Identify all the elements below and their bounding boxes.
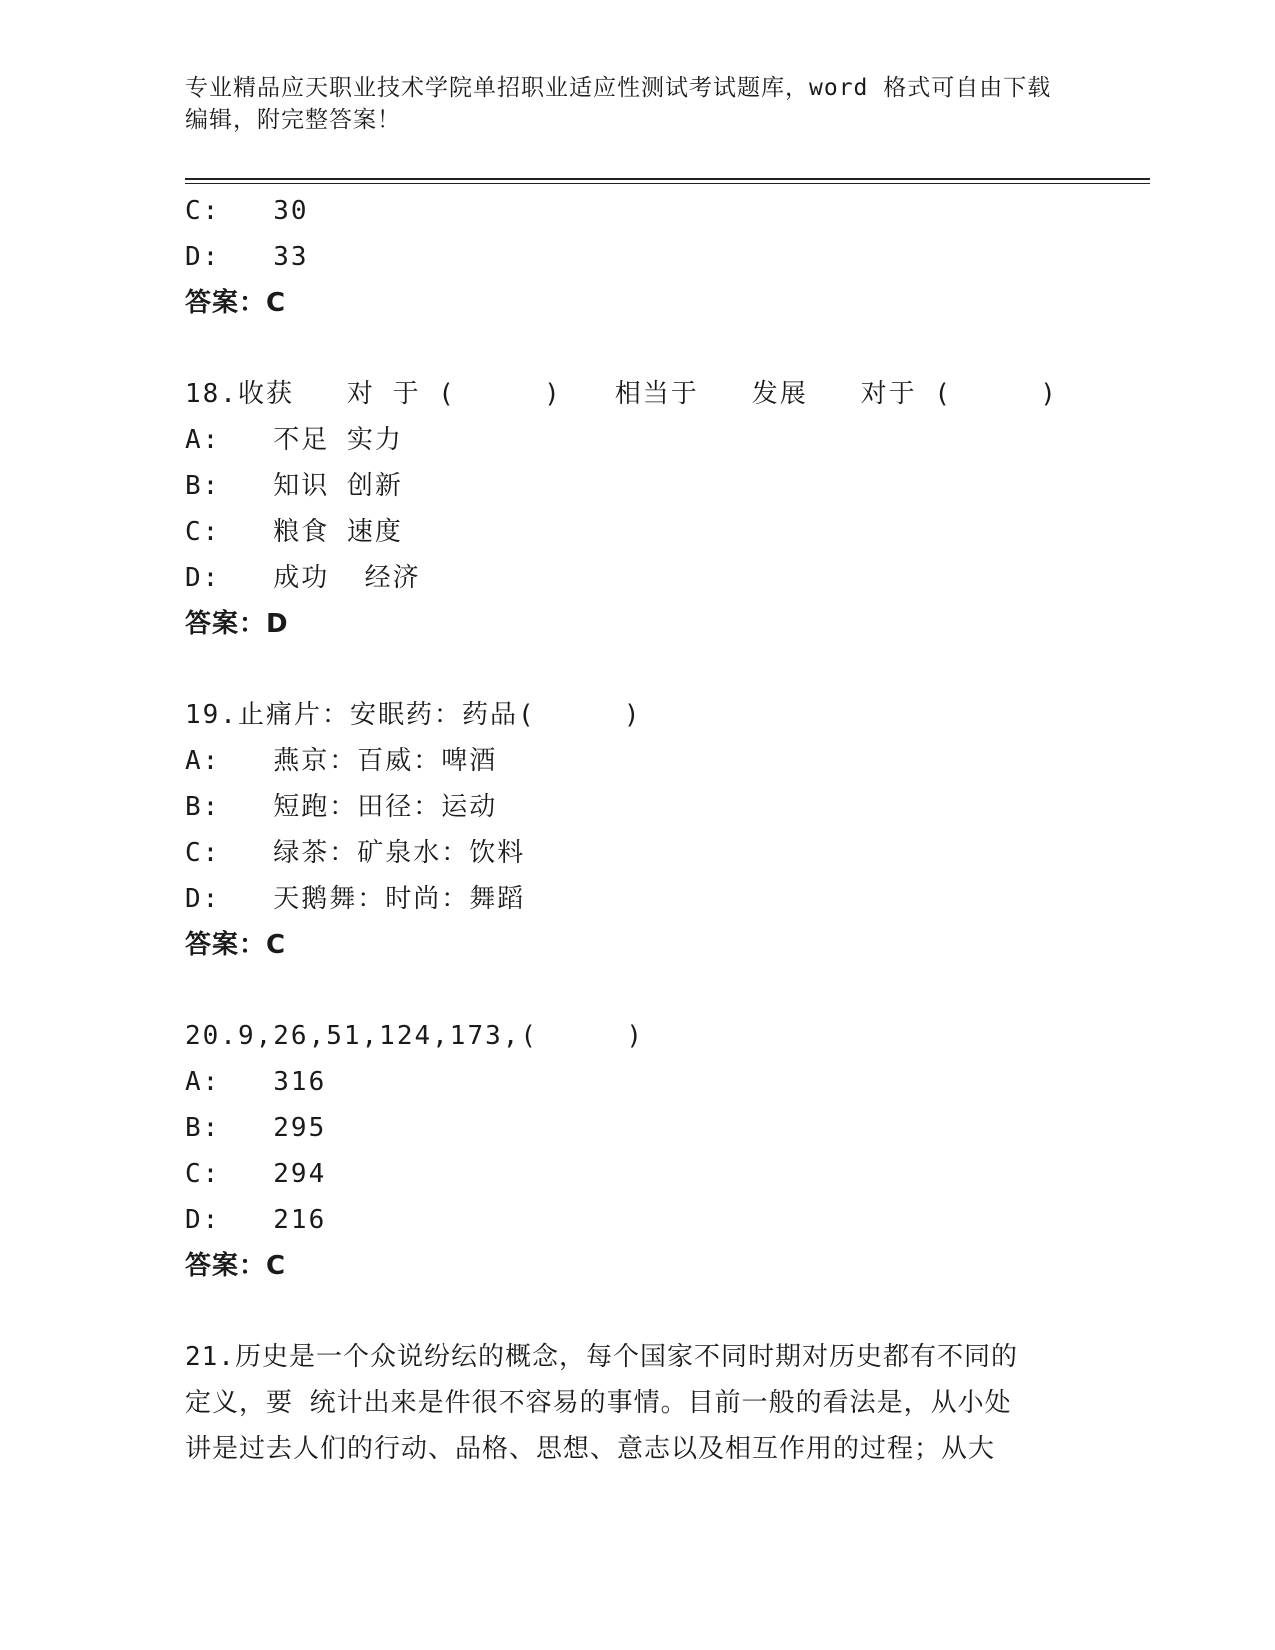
spacer	[185, 326, 1085, 371]
option-a: A: 燕京：百威：啤酒	[185, 746, 498, 776]
option-d: D: 成功 经济	[185, 563, 421, 593]
option-a: A: 不足 实力	[185, 425, 403, 455]
question-stem-line-3: 讲是过去人们的行动、品格、思想、意志以及相互作用的过程；从大	[185, 1434, 996, 1464]
option-c: C: 粮食 速度	[185, 517, 403, 547]
header-line-2: 编辑，附完整答案！	[185, 107, 401, 133]
option-b: B: 短跑：田径：运动	[185, 792, 498, 822]
page-header	[185, 72, 1085, 136]
option-c: C: 30	[185, 196, 309, 226]
spacer	[185, 1289, 1085, 1334]
option-a: A: 316	[185, 1067, 327, 1097]
header-line-1: 专业精品应天职业技术学院单招职业适应性测试考试题库，word 格式可自由下载	[185, 75, 1052, 101]
question-stem: 20.9,26,51,124,173,( )	[185, 1021, 644, 1051]
question-17-tail	[185, 188, 1085, 326]
question-stem: 19.止痛片：安眠药：药品( )	[185, 700, 642, 730]
option-b: B: 295	[185, 1113, 327, 1143]
option-d: D: 天鹅舞：时尚：舞蹈	[185, 884, 526, 914]
spacer	[185, 968, 1085, 1013]
question-18	[185, 371, 1085, 647]
option-c: C: 294	[185, 1159, 327, 1189]
spacer	[185, 647, 1085, 692]
option-d: D: 33	[185, 242, 309, 272]
question-stem-line-2: 定义，要 统计出来是件很不容易的事情。目前一般的看法是，从小处	[185, 1388, 1012, 1418]
answer-line: 答案：C	[185, 930, 287, 960]
header-divider-thin	[185, 183, 1150, 184]
header-divider-thick	[185, 178, 1150, 180]
document-body	[185, 188, 1085, 1472]
answer-line: 答案：D	[185, 609, 289, 639]
option-b: B: 知识 创新	[185, 471, 403, 501]
question-21	[185, 1334, 1085, 1472]
option-c: C: 绿茶：矿泉水：饮料	[185, 838, 526, 868]
answer-line: 答案：C	[185, 288, 287, 318]
question-20	[185, 1013, 1085, 1289]
answer-line: 答案：C	[185, 1251, 287, 1281]
option-d: D: 216	[185, 1205, 327, 1235]
question-stem-line-1: 21.历史是一个众说纷纭的概念，每个国家不同时期对历史都有不同的	[185, 1342, 1018, 1372]
question-19	[185, 692, 1085, 968]
question-stem: 18.收获 对 于 ( ) 相当于 发展 对于 ( )	[185, 379, 1058, 409]
